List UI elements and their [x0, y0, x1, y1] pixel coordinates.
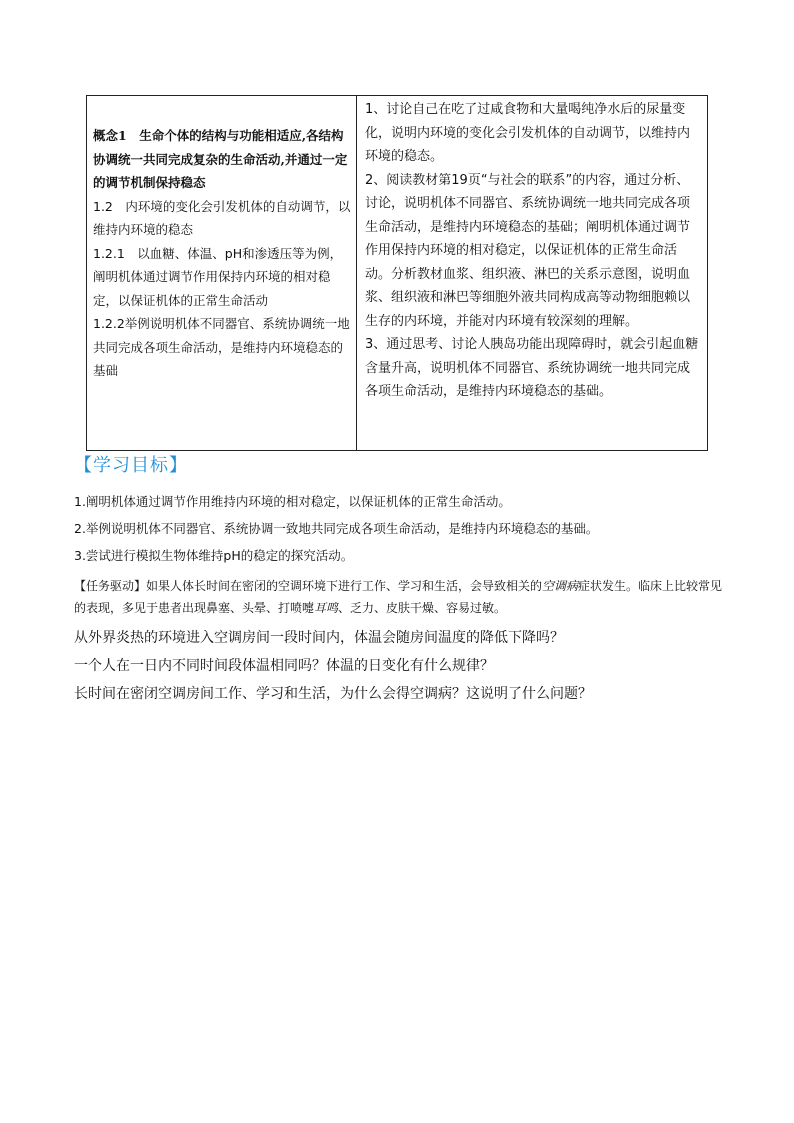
standards-cell	[87, 96, 357, 451]
task-drive-emphasis-2: 耳鸣	[314, 601, 339, 615]
curriculum-standards-table	[86, 95, 708, 451]
task-drive-text-b: 症状发生。临床上比较常见的表现，多见于患者出现鼻塞、头晕、打喷嚏	[74, 579, 723, 615]
activity-2: 2、阅读教材第19页“与社会的联系”的内容，通过分析、讨论，说明机体不同器官、系统协调统一地共同完成各项生命活动，是维持内环境稳态的基础；阐明机体通过调节作用保持内环境的相对稳定，以保证机体的正常生命活动。分析教材血浆、组织液、淋巴的关系示意图，说明血浆、组织液和淋巴等细胞外液共同构成高等动物细胞赖以生存的内环境，并能对内环境有较深刻的理解。	[365, 172, 691, 329]
learning-goal-1: 1.阐明机体通过调节作用维持内环境的相对稳定，以保证机体的正常生命活动。	[74, 494, 511, 509]
question-3: 长时间在密闭空调房间工作、学习和生活，为什么会得空调病？这说明了什么问题？	[74, 686, 592, 702]
standard-item-1-2-2: 1.2.2举例说明机体不同器官、系统协调统一地共同完成各项生命活动，是维持内环境稳态的基础	[93, 316, 350, 378]
learning-goal-2: 2.举例说明机体不同器官、系统协调一致地共同完成各项生命活动，是维持内环境稳态的基础。	[74, 521, 599, 536]
task-drive-label: 【任务驱动】	[74, 579, 147, 593]
question-1: 从外界炎热的环境进入空调房间一段时间内，体温会随房间温度的降低下降吗？	[74, 630, 564, 646]
task-drive-emphasis-1: 空调病	[542, 579, 579, 593]
standard-item-1-2-1: 1.2.1 以血糖、体温、pH和渗透压等为例，阐明机体通过调节作用保持内环境的相对稳定，以保证机体的正常生命活动	[93, 245, 343, 308]
learning-goals-title: 【学习目标】	[74, 455, 188, 476]
activity-1: 1、讨论自己在吃了过咸食物和大量喝纯净水后的尿量变化，说明内环境的变化会引发机体的自动调节，以维持内环境的稳态。	[365, 102, 691, 164]
task-drive-text-a: 如果人体长时间在密闭的空调环境下进行工作、学习和生活，会导致相关的	[146, 579, 543, 593]
task-drive-text-c: 、乏力、皮肤干燥、容易过敏。	[338, 601, 507, 615]
learning-goal-3: 3.尝试进行模拟生物体维持pH的稳定的探究活动。	[74, 548, 354, 563]
concept-heading: 概念1 生命个体的结构与功能相适应,各结构协调统一共同完成复杂的生命活动,并通过一定的调节机制保持稳态	[93, 128, 348, 190]
activities-cell	[357, 96, 708, 451]
standard-item-1-2: 1.2 内环境的变化会引发机体的自动调节，以维持内环境的稳态	[93, 198, 351, 237]
task-drive-paragraph	[74, 575, 734, 619]
activity-3: 3、通过思考、讨论人胰岛功能出现障碍时，就会引起血糖含量升高，说明机体不同器官、系统协调统一地共同完成各项生命活动，是维持内环境稳态的基础。	[365, 337, 699, 399]
question-2: 一个人在一日内不同时间段体温相同吗？体温的日变化有什么规律？	[74, 658, 494, 674]
